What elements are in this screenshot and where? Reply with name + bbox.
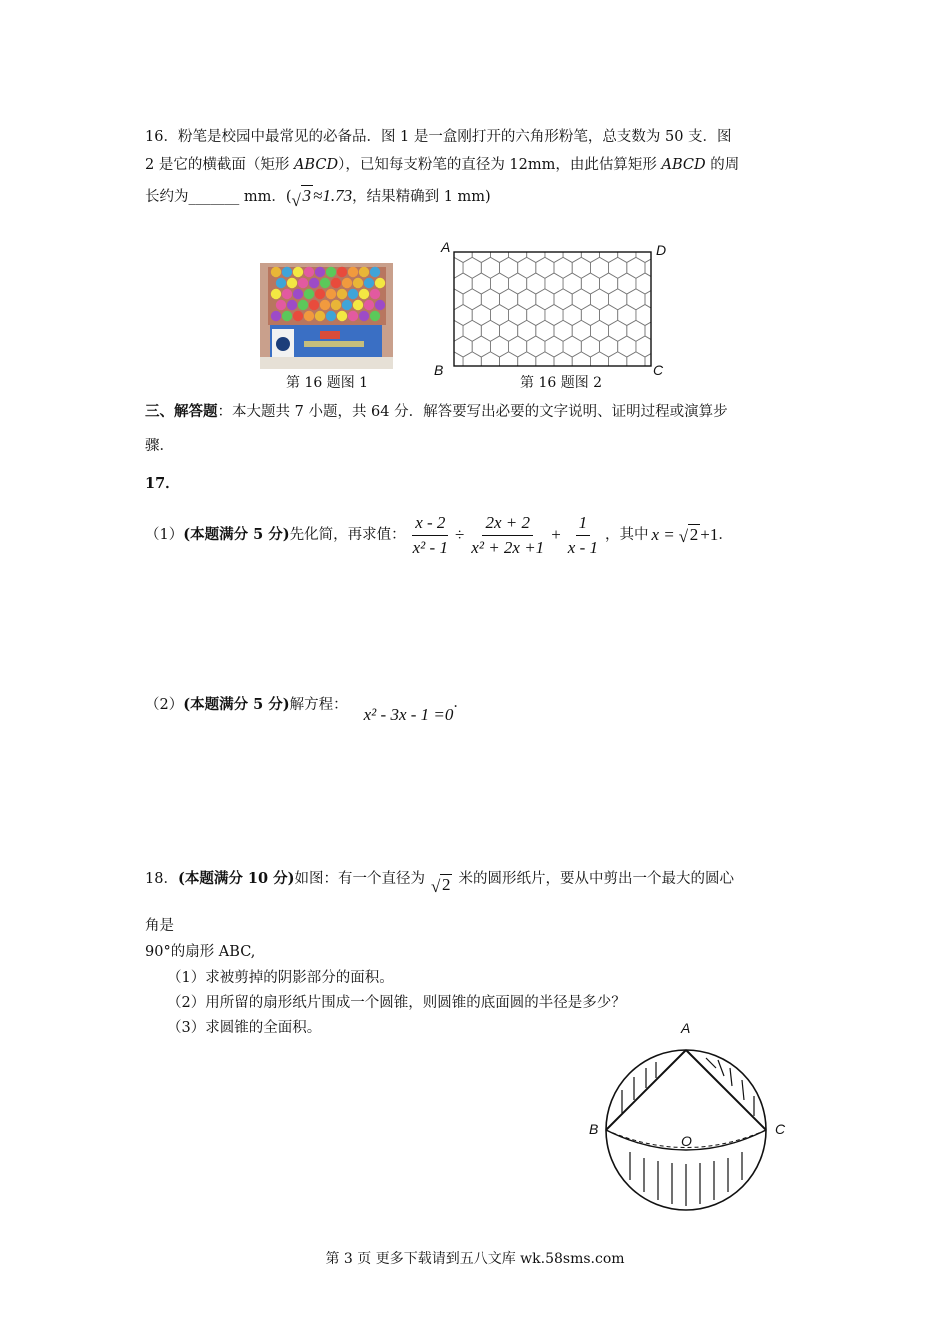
- hexagon-cell: [600, 273, 618, 294]
- hexagon-cell: [581, 305, 599, 326]
- q18-line2: 角是: [145, 918, 174, 934]
- hexagon-cell: [490, 273, 508, 294]
- fraction-1: $\frac{x - 2}{\text{x² - 1}}$: [412, 512, 448, 557]
- chalk-stick: [375, 300, 385, 310]
- q17-number: 17．: [145, 475, 180, 492]
- chalk-stick: [331, 300, 341, 310]
- hexagon-cell: [645, 320, 655, 341]
- chalk-stick: [353, 278, 363, 288]
- circle-label-c: C: [775, 1121, 786, 1137]
- hexagon-cell: [450, 257, 463, 278]
- hexagon-cell: [518, 352, 536, 370]
- hexagon-cell: [572, 257, 590, 278]
- hexagon-cell: [463, 289, 481, 310]
- hexagon-cell: [627, 320, 645, 341]
- hexagon-cell: [481, 257, 499, 278]
- hexagon-cell: [609, 257, 627, 278]
- chalk-stick: [287, 278, 297, 288]
- hexagon-cell: [645, 352, 655, 370]
- hexagon-cell: [636, 368, 654, 371]
- hexagon-cell: [481, 352, 499, 370]
- hexagon-cell: [481, 289, 499, 310]
- hexagon-cell: [454, 336, 472, 357]
- hexagon-cell: [527, 305, 545, 326]
- chalk-stick: [309, 278, 319, 288]
- hexagon-cell: [609, 289, 627, 310]
- hexagon-cell: [545, 336, 563, 357]
- hexagon-rectangle-figure: [450, 248, 655, 370]
- chalk-stick: [309, 300, 319, 310]
- hexagon-cell: [509, 305, 527, 326]
- chalk-stick: [359, 289, 369, 299]
- chalk-stick: [271, 267, 281, 277]
- q17-part1: （1） (本题满分 5 分) 先化简，再求值： $\frac{x - 2}{\text{x² - 1}}$ ÷ $\frac{2x + 2}{\text{x² + 2x +1}}$ + $\frac{1}{x - 1}$ ，其中 x = √ 2 +1 ．: [145, 512, 733, 557]
- chalk-stick: [353, 300, 363, 310]
- chalk-stick: [293, 267, 303, 277]
- chalk-box-photo: [260, 263, 393, 369]
- quadratic-equation: x² - 3x - 1 =0: [363, 705, 454, 724]
- hexagon-cell: [500, 289, 518, 310]
- hexagon-cell: [627, 289, 645, 310]
- chalk-stick: [375, 278, 385, 288]
- section3-heading: 三、解答题：本大题共 7 小题，共 64 分．解答要写出必要的文字说明、证明过程或演算步: [145, 403, 728, 420]
- page-footer: 第 3 页 更多下载请到五八文库 wk.58sms.com: [325, 1251, 625, 1267]
- chalk-stick: [342, 278, 352, 288]
- hexagon-cell: [527, 336, 545, 357]
- hexagon-cell: [645, 289, 655, 310]
- hexagon-cell: [545, 368, 563, 371]
- circle-sector-figure: [600, 1040, 772, 1220]
- chalk-stick: [315, 267, 325, 277]
- hexagon-cell: [518, 320, 536, 341]
- hexagon-cell: [627, 257, 645, 278]
- hexagon-cell: [536, 352, 554, 370]
- chalk-stick: [337, 311, 347, 321]
- hexagon-cell: [563, 368, 581, 371]
- circle-label-b: B: [589, 1121, 599, 1137]
- hexagon-cell: [450, 368, 454, 371]
- hexagon-cell: [618, 273, 636, 294]
- hexagon-cell: [600, 248, 618, 263]
- hexagon-cell: [554, 257, 572, 278]
- hexagon-cell: [618, 368, 636, 371]
- hexagon-cell: [450, 320, 463, 341]
- hexagon-cell: [518, 289, 536, 310]
- section3-heading-line2: 骤．: [145, 438, 174, 454]
- hexagon-cell: [450, 289, 463, 310]
- fraction-3: $\frac{1}{x - 1}$: [567, 512, 598, 557]
- hexagon-cell: [654, 305, 655, 326]
- hexagon-cell: [590, 320, 608, 341]
- hexagon-cell: [481, 320, 499, 341]
- hexagon-cell: [500, 352, 518, 370]
- hexagon-cell: [509, 336, 527, 357]
- hexagon-cell: [500, 257, 518, 278]
- hexagon-cell: [590, 257, 608, 278]
- hexagon-cell: [554, 352, 572, 370]
- hexagon-cell: [545, 305, 563, 326]
- chalk-stick: [304, 311, 314, 321]
- hexagon-cell: [572, 289, 590, 310]
- hexagon-cell: [545, 273, 563, 294]
- chalk-stick: [326, 267, 336, 277]
- chalk-stick: [348, 267, 358, 277]
- hexagon-cell: [500, 320, 518, 341]
- hexagon-cell: [590, 289, 608, 310]
- q18-subq3: （3）求圆锥的全面积。: [167, 1020, 322, 1036]
- chalk-stick: [331, 278, 341, 288]
- chalk-stick: [348, 289, 358, 299]
- chalk-stick: [364, 300, 374, 310]
- hexagon-cell: [554, 320, 572, 341]
- chalk-stick: [276, 278, 286, 288]
- hexagon-cell: [590, 352, 608, 370]
- chalk-stick: [364, 278, 374, 288]
- chalk-stick: [315, 311, 325, 321]
- q16-line3: 长约为_______ mm．( √ 3 ≈1.73，结果精确到 1 mm): [145, 183, 491, 210]
- sqrt2-diameter: √ 2: [430, 875, 451, 896]
- hexagon-cell: [490, 248, 508, 263]
- chalk-stick: [342, 300, 352, 310]
- hexagon-cell: [618, 248, 636, 263]
- hexagon-cell: [454, 248, 472, 263]
- hexagon-cell: [472, 273, 490, 294]
- hexagon-cell: [509, 368, 527, 371]
- hexagon-cell: [463, 257, 481, 278]
- fig2-label-a: A: [441, 239, 451, 255]
- hexagon-cell: [463, 320, 481, 341]
- fig2-label-c: C: [653, 362, 664, 378]
- hexagon-cell: [536, 289, 554, 310]
- q18-subq1: （1）求被剪掉的阴影部分的面积。: [167, 970, 394, 986]
- hexagon-cell: [454, 305, 472, 326]
- hexagon-cell: [581, 273, 599, 294]
- chalk-stick: [337, 267, 347, 277]
- circle-label-o: O: [681, 1133, 692, 1149]
- chalk-stick: [287, 300, 297, 310]
- chalk-stick: [304, 289, 314, 299]
- hexagon-cell: [654, 368, 655, 371]
- chalk-stick: [276, 300, 286, 310]
- hexagon-cell: [536, 257, 554, 278]
- hexagon-cell: [581, 336, 599, 357]
- hexagon-cell: [618, 305, 636, 326]
- chalk-stick: [293, 289, 303, 299]
- chalk-stick: [304, 267, 314, 277]
- hexagon-cell: [527, 273, 545, 294]
- fraction-2: $\frac{2x + 2}{\text{x² + 2x +1}}$: [471, 512, 545, 557]
- chalk-stick: [326, 311, 336, 321]
- chalk-stick: [320, 300, 330, 310]
- hexagon-cell: [600, 368, 618, 371]
- hexagon-cell: [654, 273, 655, 294]
- hexagon-cell: [509, 273, 527, 294]
- chalk-stick: [326, 289, 336, 299]
- chalk-stick: [282, 267, 292, 277]
- hexagon-cell: [581, 248, 599, 263]
- chalk-stick: [370, 267, 380, 277]
- chalk-stick: [271, 289, 281, 299]
- hexagon-cell: [618, 336, 636, 357]
- hexagon-cell: [450, 352, 463, 370]
- hexagon-cell: [518, 257, 536, 278]
- hexagon-cell: [472, 305, 490, 326]
- q18-line3: 90°的扇形 ABC,: [145, 944, 256, 960]
- hexagon-cell: [490, 305, 508, 326]
- q16-line2: 2 是它的横截面（矩形 ABCD），已知每支粉笔的直径为 12mm，由此估算矩形 ABCD 的周: [145, 157, 740, 173]
- sqrt2-expression: √ 2: [678, 525, 699, 546]
- hexagon-cell: [627, 352, 645, 370]
- chalk-stick: [320, 278, 330, 288]
- hexagon-cell: [609, 320, 627, 341]
- fig2-caption: 第 16 题图 2: [520, 375, 603, 391]
- hexagon-cell: [563, 273, 581, 294]
- fig2-label-d: D: [656, 242, 667, 258]
- hexagon-cell: [609, 352, 627, 370]
- q18-subq2: （2）用所留的扇形纸片围成一个圆锥，则圆锥的底面圆的半径是多少？: [167, 995, 626, 1011]
- sqrt3-expression: √ 3: [291, 186, 312, 210]
- hexagon-cell: [527, 248, 545, 263]
- hexagon-cell: [645, 257, 655, 278]
- hexagon-cell: [554, 289, 572, 310]
- q16-line1: 16．粉笔是校园中最常见的必备品．图 1 是一盒刚打开的六角形粉笔，总支数为 50 支．图: [145, 129, 732, 145]
- chalk-stick: [293, 311, 303, 321]
- hexagon-cell: [509, 248, 527, 263]
- hexagon-cell: [563, 248, 581, 263]
- chalk-stick: [359, 311, 369, 321]
- chalk-stick: [348, 311, 358, 321]
- q17-part2: （2） (本题满分 5 分) 解方程： x² - 3x - 1 =0 ．: [145, 695, 468, 724]
- chalk-stick: [370, 311, 380, 321]
- hexagon-cell: [581, 368, 599, 371]
- hexagon-cell: [490, 368, 508, 371]
- chalk-stick: [282, 311, 292, 321]
- hexagon-cell: [563, 305, 581, 326]
- chalk-stick: [271, 311, 281, 321]
- chalk-stick: [298, 278, 308, 288]
- q18-line1: 18． (本题满分 10 分) 如图：有一个直径为 √ 2 米的圆形纸片，要从中剪出一个最大的圆心: [145, 870, 734, 896]
- hexagon-cell: [545, 248, 563, 263]
- chalk-stick: [282, 289, 292, 299]
- hexagon-cell: [463, 352, 481, 370]
- hexagon-cell: [654, 248, 655, 263]
- hexagon-cell: [572, 320, 590, 341]
- hexagon-cell: [490, 336, 508, 357]
- hexagon-cell: [472, 336, 490, 357]
- circle-label-a: A: [681, 1020, 691, 1036]
- chalk-stick: [359, 267, 369, 277]
- hexagon-cell: [600, 336, 618, 357]
- fig2-label-b: B: [434, 362, 444, 378]
- chalk-stick: [315, 289, 325, 299]
- hexagon-cell: [472, 368, 490, 371]
- chalk-stick: [370, 289, 380, 299]
- hexagon-cell: [454, 368, 472, 371]
- hexagon-cell: [527, 368, 545, 371]
- fig1-caption: 第 16 题图 1: [286, 375, 369, 391]
- chalk-stick: [337, 289, 347, 299]
- hexagon-cell: [472, 248, 490, 263]
- hexagon-cell: [572, 352, 590, 370]
- hexagon-cell: [654, 336, 655, 357]
- hexagon-cell: [563, 336, 581, 357]
- chalk-stick: [298, 300, 308, 310]
- hexagon-cell: [536, 320, 554, 341]
- hexagon-cell: [454, 273, 472, 294]
- hexagon-cell: [600, 305, 618, 326]
